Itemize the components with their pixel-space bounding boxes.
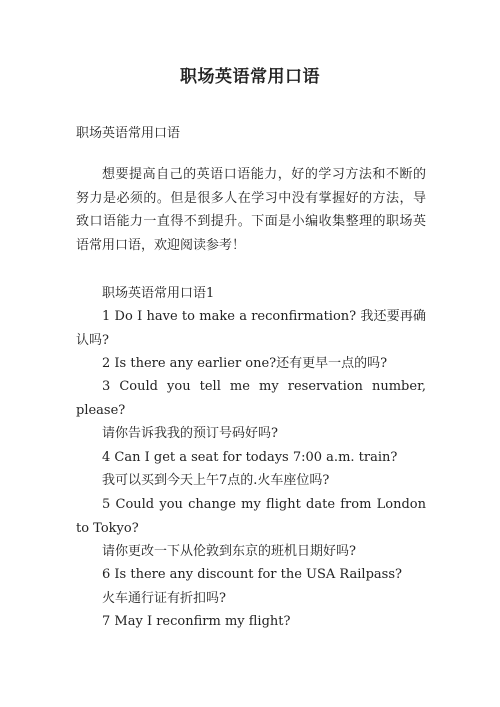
phrase-item-4: 4 Can I get a seat for todays 7:00 a.m. train? <box>102 450 398 465</box>
document-title: 职场英语常用口语 <box>180 67 320 87</box>
phrase-item-7: 7 May I reconfirm my flight? <box>102 614 291 629</box>
phrase-item-3-translation: 请你告诉我我的预订号码好吗? <box>102 426 278 441</box>
phrase-item-3: 3 Could you tell me my reservation number, please? <box>76 379 426 418</box>
phrase-item-2: 2 Is there any earlier one?还有更早一点的吗? <box>102 356 388 371</box>
phrase-item-4-translation: 我可以买到今天上午7点的.火车座位吗? <box>102 473 330 488</box>
phrase-item-6: 6 Is there any discount for the USA Railpass? <box>102 567 402 582</box>
phrase-item-1: 1 Do I have to make a reconfirmation? 我还要再确认吗? <box>76 309 426 348</box>
phrase-item-5-translation: 请你更改一下从伦敦到东京的班机日期好吗? <box>102 544 356 559</box>
phrase-item-6-translation: 火车通行证有折扣吗? <box>102 591 226 606</box>
intro-paragraph: 想要提高自己的英语口语能力，好的学习方法和不断的努力是必须的。但是很多人在学习中没有掌握好的方法，导致口语能力一直得不到提升。下面是小编收集整理的职场英语常用口语，欢迎阅读参考！ <box>76 167 426 253</box>
section-heading: 职场英语常用口语1 <box>102 286 215 301</box>
document-subtitle: 职场英语常用口语 <box>76 126 181 141</box>
phrase-item-5: 5 Could you change my flight date from London to Tokyo? <box>76 497 426 536</box>
